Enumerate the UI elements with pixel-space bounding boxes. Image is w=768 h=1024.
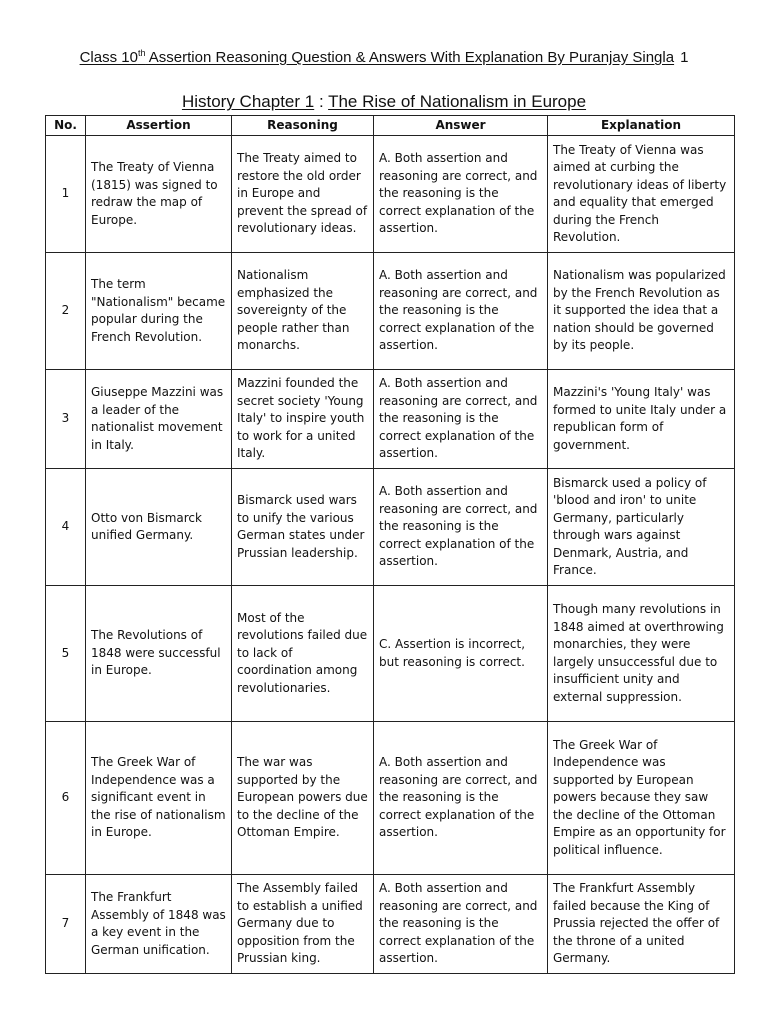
chapter-separator: :	[314, 92, 329, 111]
column-header-no: No.	[46, 116, 86, 136]
cell-number: 7	[46, 875, 86, 974]
cell-explanation: Mazzini's 'Young Italy' was formed to unite Italy under a republican form of government.	[548, 370, 735, 469]
cell-reasoning: Nationalism emphasized the sovereignty of the people rather than monarchs.	[232, 253, 374, 370]
document-title-superscript: th	[137, 48, 146, 58]
cell-explanation: Bismarck used a policy of 'blood and iron' to unite Germany, particularly through wars against Denmark, Austria, and France.	[548, 469, 735, 586]
cell-answer: A. Both assertion and reasoning are correct, and the reasoning is the correct explanation of the assertion.	[374, 136, 548, 253]
cell-assertion: The Revolutions of 1848 were successful in Europe.	[86, 586, 232, 722]
cell-number: 4	[46, 469, 86, 586]
cell-explanation: The Frankfurt Assembly failed because the King of Prussia rejected the offer of the throne of a united Germany.	[548, 875, 735, 974]
cell-assertion: Otto von Bismarck unified Germany.	[86, 469, 232, 586]
cell-explanation: Though many revolutions in 1848 aimed at overthrowing monarchies, they were largely unsuccessful due to insufficient unity and external suppression.	[548, 586, 735, 722]
chapter-label: History Chapter 1	[181, 92, 315, 111]
table-row	[46, 722, 735, 875]
cell-assertion: The term "Nationalism" became popular during the French Revolution.	[86, 253, 232, 370]
cell-answer: A. Both assertion and reasoning are correct, and the reasoning is the correct explanation of the assertion.	[374, 875, 548, 974]
page-number: 1	[680, 49, 689, 66]
cell-assertion: The Greek War of Independence was a significant event in the rise of nationalism in Europe.	[86, 722, 232, 875]
cell-number: 6	[46, 722, 86, 875]
column-header-assertion: Assertion	[86, 116, 232, 136]
column-header-answer: Answer	[374, 116, 548, 136]
cell-number: 1	[46, 136, 86, 253]
table-row	[46, 875, 735, 974]
cell-explanation: The Treaty of Vienna was aimed at curbing the revolutionary ideas of liberty and equality that emerged during the French Revolution.	[548, 136, 735, 253]
document-title-prefix: Class 10	[79, 49, 138, 66]
cell-reasoning: Mazzini founded the secret society 'Young Italy' to inspire youth to work for a united Italy.	[232, 370, 374, 469]
cell-reasoning: The Treaty aimed to restore the old order in Europe and prevent the spread of revolutionary ideas.	[232, 136, 374, 253]
table-row	[46, 253, 735, 370]
cell-answer: A. Both assertion and reasoning are correct, and the reasoning is the correct explanation of the assertion.	[374, 722, 548, 875]
cell-number: 2	[46, 253, 86, 370]
cell-assertion: The Frankfurt Assembly of 1848 was a key event in the German unification.	[86, 875, 232, 974]
column-header-reasoning: Reasoning	[232, 116, 374, 136]
cell-number: 3	[46, 370, 86, 469]
cell-assertion: The Treaty of Vienna (1815) was signed to redraw the map of Europe.	[86, 136, 232, 253]
cell-answer: C. Assertion is incorrect, but reasoning is correct.	[374, 586, 548, 722]
cell-assertion: Giuseppe Mazzini was a leader of the nationalist movement in Italy.	[86, 370, 232, 469]
cell-reasoning: The Assembly failed to establish a unified Germany due to opposition from the Prussian king.	[232, 875, 374, 974]
chapter-heading	[0, 91, 768, 113]
table-row	[46, 370, 735, 469]
column-header-explanation: Explanation	[548, 116, 735, 136]
assertion-reasoning-table	[45, 115, 735, 974]
cell-reasoning: Most of the revolutions failed due to lack of coordination among revolutionaries.	[232, 586, 374, 722]
cell-answer: A. Both assertion and reasoning are correct, and the reasoning is the correct explanation of the assertion.	[374, 370, 548, 469]
cell-answer: A. Both assertion and reasoning are correct, and the reasoning is the correct explanation of the assertion.	[374, 469, 548, 586]
table-row	[46, 136, 735, 253]
table-header-row	[46, 116, 735, 136]
cell-number: 5	[46, 586, 86, 722]
cell-answer: A. Both assertion and reasoning are correct, and the reasoning is the correct explanation of the assertion.	[374, 253, 548, 370]
cell-reasoning: Bismarck used wars to unify the various German states under Prussian leadership.	[232, 469, 374, 586]
cell-explanation: The Greek War of Independence was supported by European powers because they saw the decline of the Ottoman Empire as an opportunity for political influence.	[548, 722, 735, 875]
table-row	[46, 586, 735, 722]
table-row	[46, 469, 735, 586]
document-title-rest: Assertion Reasoning Question & Answers With Explanation By Puranjay Singla	[145, 49, 675, 66]
document-header	[0, 48, 768, 68]
chapter-name: The Rise of Nationalism in Europe	[328, 92, 587, 111]
document-title	[80, 49, 675, 66]
cell-reasoning: The war was supported by the European powers due to the decline of the Ottoman Empire.	[232, 722, 374, 875]
cell-explanation: Nationalism was popularized by the French Revolution as it supported the idea that a nation should be governed by its people.	[548, 253, 735, 370]
